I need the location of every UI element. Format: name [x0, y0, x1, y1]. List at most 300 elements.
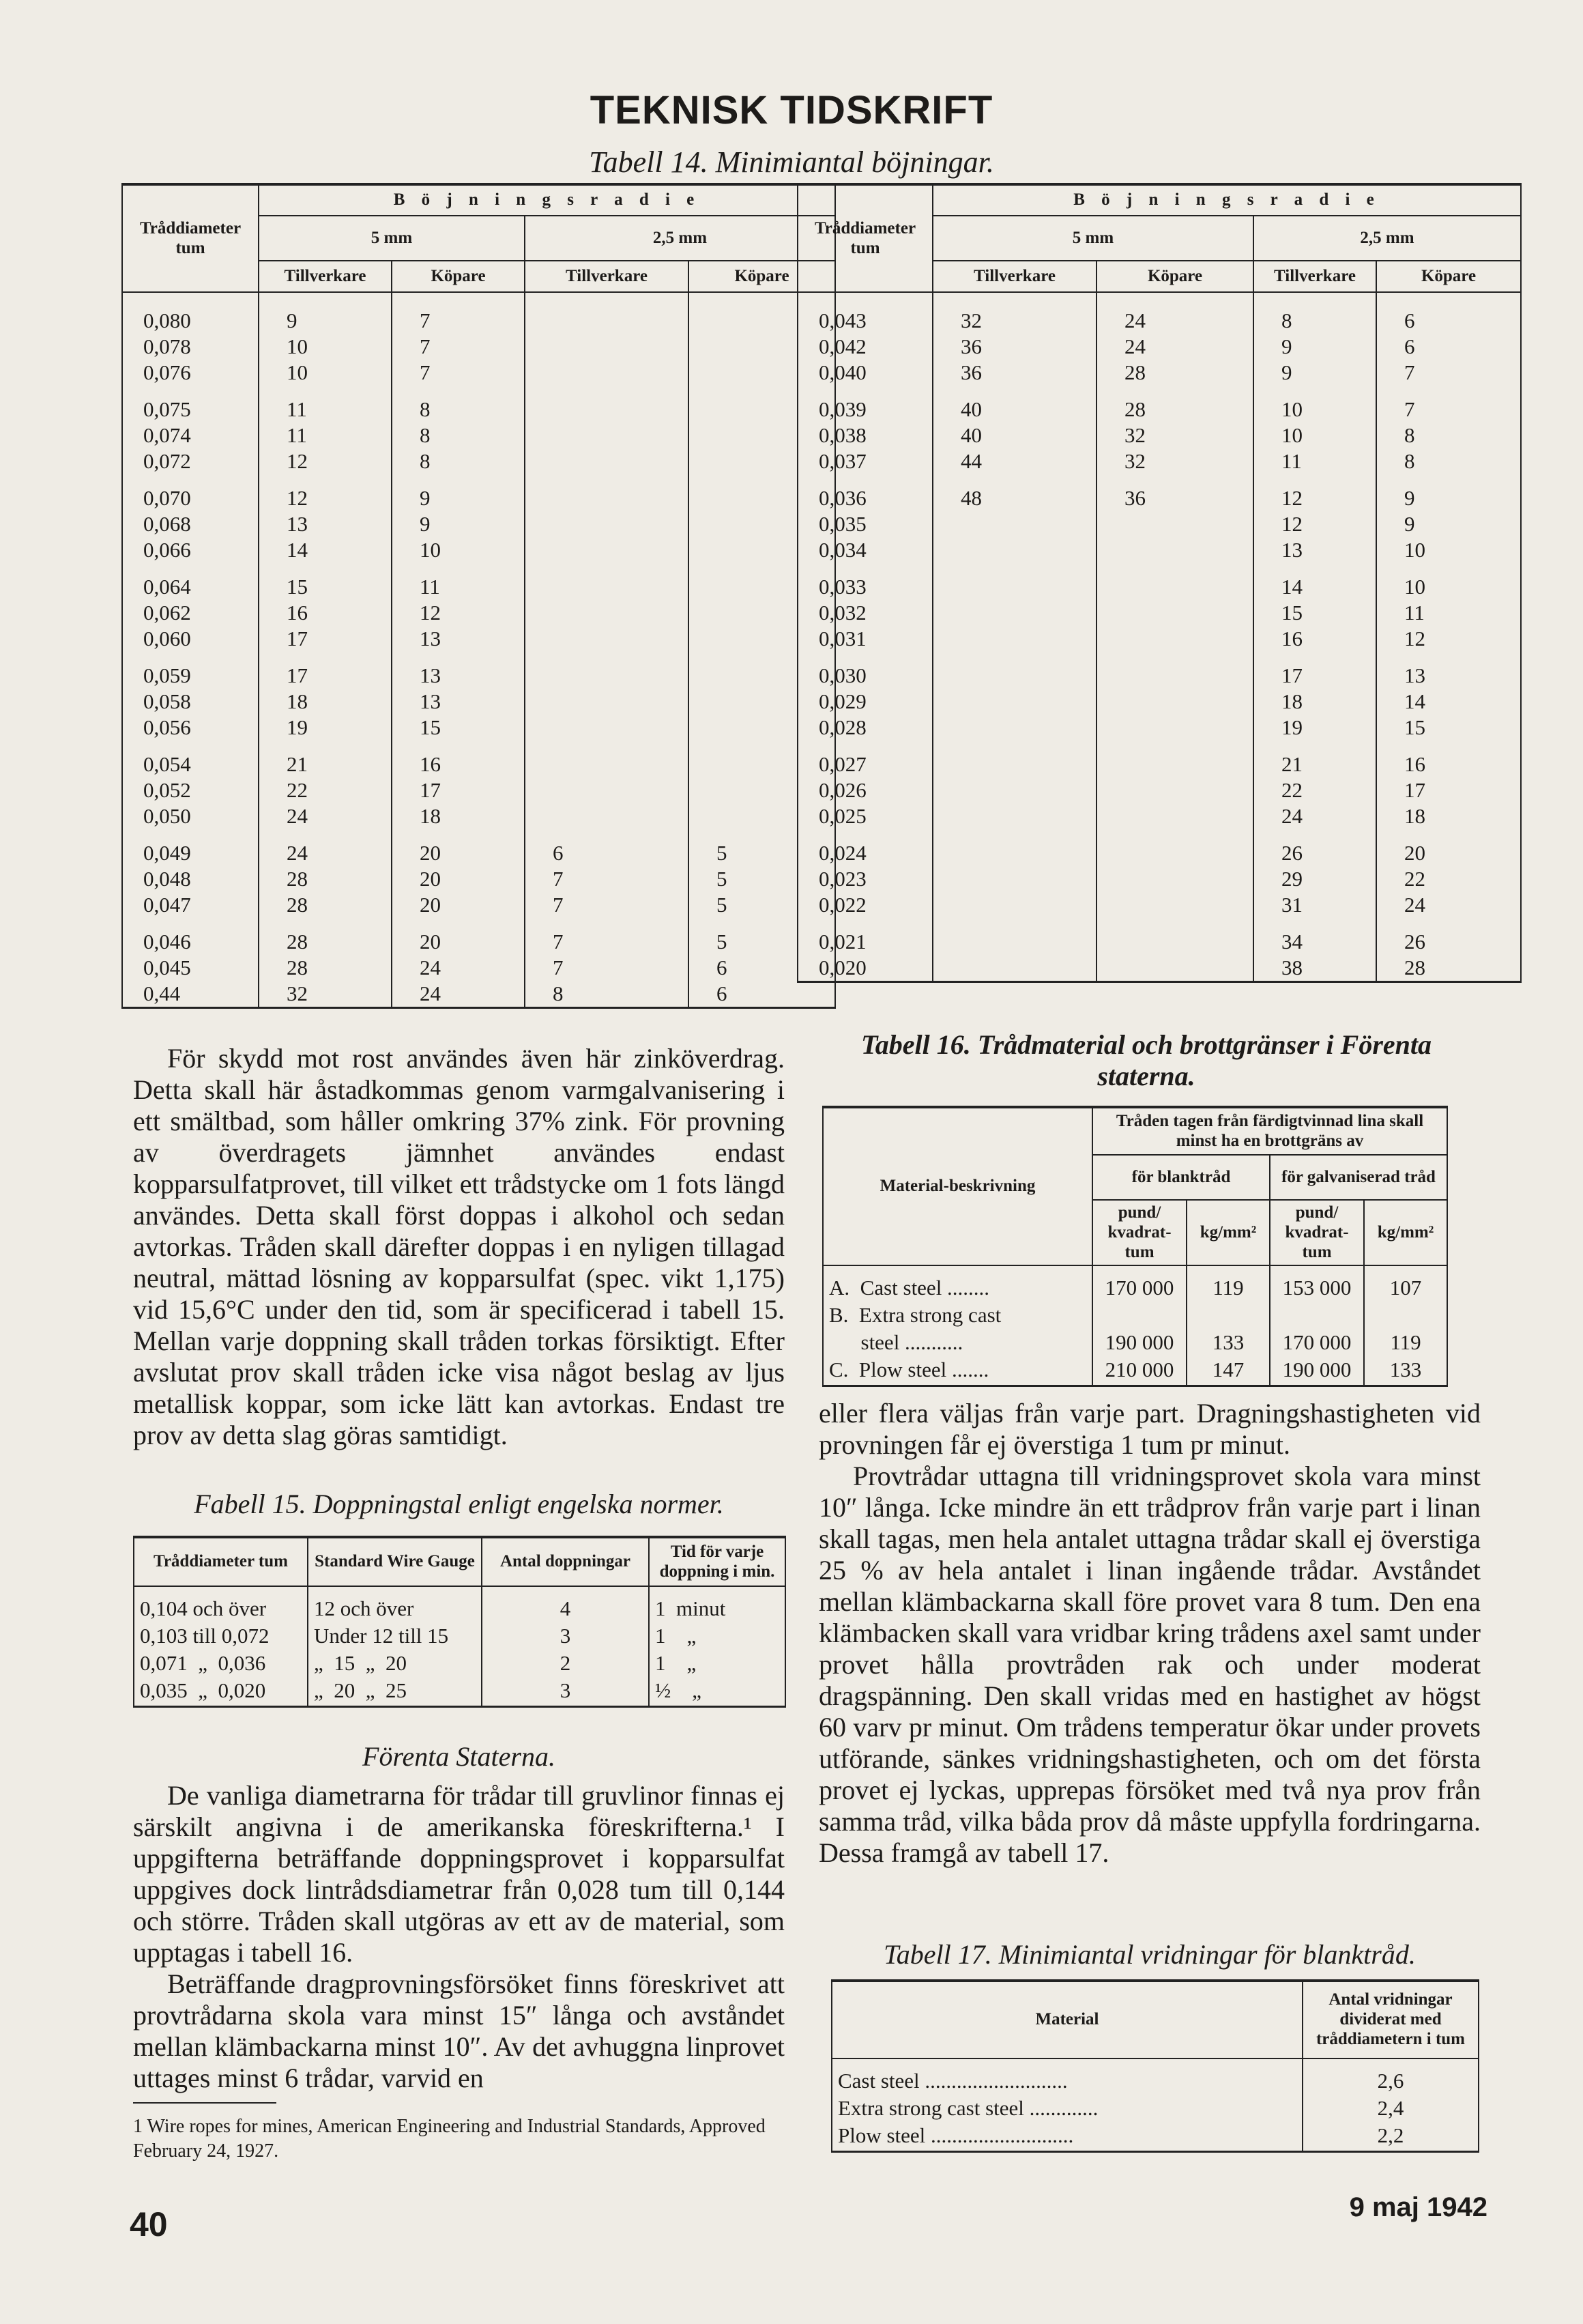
cell-diameter: 0,071 „ 0,036	[134, 1650, 308, 1677]
cell-25mm-kopare: 24	[1376, 892, 1521, 918]
t14r-h-25mm: 2,5 mm	[1253, 216, 1521, 261]
cell-vridningar: 2,2	[1303, 2122, 1479, 2152]
cell-5mm-kopare	[1097, 537, 1253, 563]
cell-diameter: 0,047	[122, 892, 259, 918]
cell-25mm-tillverkare: 8	[525, 981, 688, 1008]
cell-25mm-tillverkare: 12	[1253, 474, 1376, 511]
cell-doppningar: 3	[482, 1622, 649, 1650]
table-row	[798, 292, 1521, 334]
table-row	[122, 741, 835, 777]
cell-25mm-kopare: 18	[1376, 803, 1521, 829]
cell-5mm-tillverkare: 48	[933, 474, 1097, 511]
cell-diameter: 0,054	[122, 741, 259, 777]
t16-h-mat: Material-beskrivning	[823, 1107, 1092, 1265]
t15-h3: Antal doppningar	[482, 1537, 649, 1586]
cell-galv-kg	[1364, 1302, 1447, 1329]
cell-diameter: 0,034	[798, 537, 933, 563]
cell-diameter: 0,075	[122, 386, 259, 422]
t16-h-kg: kg/mm²	[1187, 1200, 1270, 1265]
t14r-h-tillv2: Tillverkare	[1253, 261, 1376, 292]
cell-5mm-kopare	[1097, 715, 1253, 741]
cell-5mm-kopare: 28	[1097, 386, 1253, 422]
cell-25mm-tillverkare	[525, 422, 688, 448]
cell-25mm-tillverkare	[525, 715, 688, 741]
cell-vridningar: 2,6	[1303, 2058, 1479, 2095]
cell-25mm-tillverkare	[525, 563, 688, 600]
cell-25mm-tillverkare: 22	[1253, 777, 1376, 803]
cell-diameter: 0,049	[122, 829, 259, 866]
cell-diameter: 0,068	[122, 511, 259, 537]
cell-5mm-kopare: 13	[392, 626, 525, 652]
cell-25mm-tillverkare: 15	[1253, 600, 1376, 626]
cell-25mm-tillverkare: 6	[525, 829, 688, 866]
cell-5mm-tillverkare: 28	[259, 918, 392, 955]
left-text-1: För skydd mot rost användes även här zinköverdrag. Detta skall här åstadkommas genom varmgalvanisering i ett smältbad, som håller omkring 37% zink. För provning av överdragets jämnhet användes endast kopparsulfatprovet, till vilket ett trådstycke om 1 fots längd användes. Detta skall först doppas i alkohol och sedan avtorkas. Tråden skall därefter doppas i en nyligen tillagad neutral, mättad lösning av kopparsulfat (spec. vikt 1,175) vid 15,6°C under den tid, som är specificerad i tabell 15. Mellan varje doppning skall tråden torkas försiktigt. Efter avslutat prov skall tråden icke visa något beslag av ljus metallisk koppar, som icke lätt kan avtorkas. Endast tre prov av detta slag göras samtidigt.	[133, 1043, 785, 1450]
cell-tid: ½ „	[649, 1677, 785, 1707]
cell-25mm-kopare: 8	[1376, 422, 1521, 448]
t16-h-pund2: pund/ kvadrat-tum	[1270, 1200, 1364, 1265]
t16-h-galv: för galvaniserad tråd	[1270, 1155, 1447, 1200]
cell-25mm-kopare: 5	[688, 918, 835, 955]
cell-diameter: 0,058	[122, 689, 259, 715]
cell-5mm-tillverkare: 11	[259, 386, 392, 422]
cell-25mm-kopare: 5	[688, 866, 835, 892]
t14r-h-diam: Tråddiameter tum	[798, 184, 933, 292]
cell-diameter: 0,056	[122, 715, 259, 741]
table-row	[798, 866, 1521, 892]
table-row	[122, 474, 835, 511]
cell-5mm-tillverkare: 21	[259, 741, 392, 777]
t16-h-pund: pund/ kvadrat-tum	[1092, 1200, 1187, 1265]
cell-5mm-kopare: 20	[392, 829, 525, 866]
cell-blank-pund: 190 000	[1092, 1329, 1187, 1356]
table-row	[798, 474, 1521, 511]
cell-wire-gauge: „ 15 „ 20	[308, 1650, 482, 1677]
cell-5mm-tillverkare	[933, 715, 1097, 741]
cell-5mm-kopare	[1097, 892, 1253, 918]
cell-25mm-tillverkare: 10	[1253, 386, 1376, 422]
cell-5mm-tillverkare	[933, 866, 1097, 892]
cell-25mm-tillverkare: 11	[1253, 448, 1376, 474]
cell-25mm-kopare: 9	[1376, 474, 1521, 511]
cell-5mm-kopare	[1097, 866, 1253, 892]
cell-diameter: 0,028	[798, 715, 933, 741]
cell-25mm-tillverkare: 18	[1253, 689, 1376, 715]
cell-5mm-kopare: 20	[392, 918, 525, 955]
table-row	[798, 689, 1521, 715]
table-row	[798, 422, 1521, 448]
table-row	[122, 511, 835, 537]
cell-5mm-tillverkare: 11	[259, 422, 392, 448]
cell-blank-pund: 210 000	[1092, 1356, 1187, 1386]
cell-5mm-tillverkare: 13	[259, 511, 392, 537]
cell-diameter: 0,020	[798, 955, 933, 982]
cell-5mm-kopare: 7	[392, 360, 525, 386]
cell-diameter: 0,046	[122, 918, 259, 955]
cell-blank-pund	[1092, 1302, 1187, 1329]
footnote-rule	[133, 2102, 276, 2104]
cell-wire-gauge: „ 20 „ 25	[308, 1677, 482, 1707]
cell-25mm-kopare: 6	[688, 955, 835, 981]
cell-5mm-kopare	[1097, 803, 1253, 829]
t14r-h-kop2: Köpare	[1376, 261, 1521, 292]
cell-25mm-kopare: 20	[1376, 829, 1521, 866]
cell-diameter: 0,025	[798, 803, 933, 829]
cell-galv-kg: 133	[1364, 1356, 1447, 1386]
t17-h-val: Antal vridningar dividerat med tråddiametern i tum	[1303, 1981, 1479, 2058]
table-row	[823, 1329, 1447, 1356]
tabell15	[133, 1536, 786, 1708]
cell-5mm-tillverkare	[933, 777, 1097, 803]
cell-25mm-kopare: 6	[1376, 334, 1521, 360]
cell-25mm-kopare: 13	[1376, 652, 1521, 689]
cell-25mm-tillverkare	[525, 334, 688, 360]
cell-diameter: 0,44	[122, 981, 259, 1008]
cell-galv-kg: 119	[1364, 1329, 1447, 1356]
table-row	[122, 829, 835, 866]
t16-h-top: Tråden tagen från färdigtvinnad lina skall minst ha en brottgräns av	[1092, 1107, 1447, 1155]
cell-material: steel ...........	[823, 1329, 1092, 1356]
table-row	[122, 600, 835, 626]
cell-blank-pund: 170 000	[1092, 1265, 1187, 1302]
cell-5mm-tillverkare	[933, 892, 1097, 918]
cell-5mm-tillverkare: 32	[259, 981, 392, 1008]
table-row	[122, 652, 835, 689]
table-row	[134, 1650, 785, 1677]
cell-25mm-kopare: 11	[1376, 600, 1521, 626]
cell-5mm-kopare	[1097, 563, 1253, 600]
cell-diameter: 0,026	[798, 777, 933, 803]
cell-diameter: 0,064	[122, 563, 259, 600]
table-row	[122, 537, 835, 563]
cell-diameter: 0,074	[122, 422, 259, 448]
tabell16	[822, 1106, 1448, 1387]
t16-h-kg2: kg/mm²	[1364, 1200, 1447, 1265]
cell-5mm-kopare: 24	[392, 981, 525, 1008]
cell-25mm-kopare: 6	[1376, 292, 1521, 334]
cell-5mm-tillverkare: 15	[259, 563, 392, 600]
t14-h-diam: Tråddiameter tum	[122, 184, 259, 292]
table-row	[122, 448, 835, 474]
cell-5mm-kopare: 17	[392, 777, 525, 803]
cell-5mm-kopare: 24	[1097, 292, 1253, 334]
cell-5mm-tillverkare: 36	[933, 360, 1097, 386]
table-row	[122, 563, 835, 600]
cell-5mm-tillverkare	[933, 955, 1097, 982]
table-row	[798, 334, 1521, 360]
cell-doppningar: 4	[482, 1586, 649, 1622]
cell-5mm-tillverkare: 10	[259, 334, 392, 360]
cell-diameter: 0,070	[122, 474, 259, 511]
table-row	[134, 1586, 785, 1622]
table-row	[134, 1622, 785, 1650]
cell-5mm-tillverkare	[933, 803, 1097, 829]
cell-5mm-tillverkare: 17	[259, 626, 392, 652]
cell-5mm-tillverkare: 12	[259, 448, 392, 474]
cell-diameter: 0,029	[798, 689, 933, 715]
table-row	[823, 1265, 1447, 1302]
cell-5mm-tillverkare: 24	[259, 829, 392, 866]
t14r-h-kop: Köpare	[1097, 261, 1253, 292]
cell-25mm-tillverkare	[525, 741, 688, 777]
cell-diameter: 0,072	[122, 448, 259, 474]
cell-5mm-kopare: 8	[392, 386, 525, 422]
cell-doppningar: 3	[482, 1677, 649, 1707]
cell-25mm-kopare: 5	[688, 829, 835, 866]
cell-5mm-tillverkare	[933, 511, 1097, 537]
cell-diameter: 0,035 „ 0,020	[134, 1677, 308, 1707]
table-row	[122, 866, 835, 892]
cell-25mm-tillverkare: 9	[1253, 334, 1376, 360]
cell-5mm-kopare: 28	[1097, 360, 1253, 386]
cell-blank-kg: 119	[1187, 1265, 1270, 1302]
cell-diameter: 0,052	[122, 777, 259, 803]
table-row	[798, 715, 1521, 741]
cell-diameter: 0,040	[798, 360, 933, 386]
cell-25mm-tillverkare: 7	[525, 955, 688, 981]
table-row	[798, 448, 1521, 474]
cell-25mm-tillverkare	[525, 360, 688, 386]
tabell17	[831, 1979, 1479, 2153]
t14r-h-5mm: 5 mm	[933, 216, 1253, 261]
cell-5mm-tillverkare: 40	[933, 386, 1097, 422]
table-row	[823, 1356, 1447, 1386]
cell-doppningar: 2	[482, 1650, 649, 1677]
table-row	[798, 386, 1521, 422]
page-number: 40	[130, 2205, 168, 2243]
tabell14-right	[797, 183, 1522, 983]
cell-25mm-tillverkare: 16	[1253, 626, 1376, 652]
table-row	[823, 1302, 1447, 1329]
cell-diameter: 0,062	[122, 600, 259, 626]
table-row	[832, 2058, 1479, 2095]
table-row	[798, 803, 1521, 829]
table-row	[798, 918, 1521, 955]
cell-5mm-kopare: 8	[392, 448, 525, 474]
cell-25mm-kopare: 12	[1376, 626, 1521, 652]
cell-5mm-tillverkare	[933, 652, 1097, 689]
cell-5mm-kopare: 24	[1097, 334, 1253, 360]
cell-5mm-tillverkare: 12	[259, 474, 392, 511]
cell-25mm-tillverkare: 12	[1253, 511, 1376, 537]
cell-5mm-tillverkare	[933, 563, 1097, 600]
cell-wire-gauge: 12 och över	[308, 1586, 482, 1622]
cell-25mm-tillverkare: 31	[1253, 892, 1376, 918]
cell-25mm-tillverkare: 7	[525, 892, 688, 918]
cell-diameter: 0,048	[122, 866, 259, 892]
cell-25mm-tillverkare: 7	[525, 918, 688, 955]
cell-diameter: 0,050	[122, 803, 259, 829]
cell-diameter: 0,043	[798, 292, 933, 334]
cell-5mm-kopare	[1097, 626, 1253, 652]
cell-25mm-kopare: 6	[688, 981, 835, 1008]
cell-25mm-tillverkare: 9	[1253, 360, 1376, 386]
journal-masthead: TEKNISK TIDSKRIFT	[590, 88, 993, 132]
t14-h-kop: Köpare	[392, 261, 525, 292]
cell-5mm-kopare: 13	[392, 652, 525, 689]
t14-h-tillv2: Tillverkare	[525, 261, 688, 292]
cell-25mm-tillverkare	[525, 689, 688, 715]
cell-25mm-kopare: 26	[1376, 918, 1521, 955]
cell-diameter: 0,024	[798, 829, 933, 866]
cell-5mm-kopare: 9	[392, 511, 525, 537]
cell-5mm-tillverkare	[933, 918, 1097, 955]
cell-5mm-tillverkare: 28	[259, 866, 392, 892]
cell-diameter: 0,027	[798, 741, 933, 777]
cell-25mm-kopare: 28	[1376, 955, 1521, 982]
table-row	[122, 803, 835, 829]
cell-material: A. Cast steel ........	[823, 1265, 1092, 1302]
cell-galv-kg: 107	[1364, 1265, 1447, 1302]
cell-5mm-kopare	[1097, 600, 1253, 626]
cell-diameter: 0,039	[798, 386, 933, 422]
cell-diameter: 0,103 till 0,072	[134, 1622, 308, 1650]
cell-25mm-kopare: 14	[1376, 689, 1521, 715]
cell-material: C. Plow steel .......	[823, 1356, 1092, 1386]
t14-h-25mm: 2,5 mm	[525, 216, 835, 261]
table-row	[122, 955, 835, 981]
cell-diameter: 0,023	[798, 866, 933, 892]
table-row	[798, 892, 1521, 918]
left-text-2: De vanliga diametrarna för trådar till gruvlinor finnas ej särskilt angivna i de amerikanska föreskrifterna.¹ I uppgifterna beträffande doppningsprovet i kopparsulfat uppgives dock lintrådsdiametrar från 0,028 tum till 0,144 och större. Tråden skall utgöras av ett av de material, som upptagas i tabell 16. Beträffande dragprovningsförsöket finns föreskrivet att provtrådarna skola vara minst 15″ långa och avståndet mellan klämbackarna minst 10″. Av det avhuggna linprovet uttages minst 6 trådar, varvid en	[133, 1780, 785, 2093]
cell-tid: 1 „	[649, 1622, 785, 1650]
cell-blank-kg: 147	[1187, 1356, 1270, 1386]
table-row	[832, 2095, 1479, 2122]
cell-5mm-tillverkare	[933, 829, 1097, 866]
table-row	[798, 511, 1521, 537]
cell-5mm-kopare	[1097, 829, 1253, 866]
cell-5mm-kopare	[1097, 741, 1253, 777]
cell-5mm-tillverkare: 40	[933, 422, 1097, 448]
cell-5mm-kopare: 7	[392, 292, 525, 334]
cell-5mm-tillverkare	[933, 626, 1097, 652]
cell-5mm-kopare: 36	[1097, 474, 1253, 511]
table-row	[122, 334, 835, 360]
cell-5mm-tillverkare: 28	[259, 892, 392, 918]
cell-25mm-tillverkare	[525, 777, 688, 803]
cell-25mm-tillverkare	[525, 600, 688, 626]
cell-5mm-kopare: 18	[392, 803, 525, 829]
table-row	[798, 626, 1521, 652]
cell-vridningar: 2,4	[1303, 2095, 1479, 2122]
tabell15-caption: Fabell 15. Doppningstal enligt engelska normer.	[194, 1489, 724, 1519]
cell-5mm-kopare: 12	[392, 600, 525, 626]
cell-5mm-kopare: 8	[392, 422, 525, 448]
cell-diameter: 0,038	[798, 422, 933, 448]
cell-25mm-tillverkare	[525, 652, 688, 689]
table-row	[798, 563, 1521, 600]
t14-h-tillv: Tillverkare	[259, 261, 392, 292]
cell-25mm-kopare: 8	[1376, 448, 1521, 474]
cell-25mm-tillverkare	[525, 292, 688, 334]
cell-25mm-tillverkare	[525, 803, 688, 829]
cell-25mm-kopare: 10	[1376, 563, 1521, 600]
cell-wire-gauge: Under 12 till 15	[308, 1622, 482, 1650]
table-row	[134, 1677, 785, 1707]
t14r-h-tillv: Tillverkare	[933, 261, 1097, 292]
cell-25mm-tillverkare: 8	[1253, 292, 1376, 334]
cell-diameter: 0,022	[798, 892, 933, 918]
cell-galv-pund	[1270, 1302, 1364, 1329]
cell-5mm-kopare: 10	[392, 537, 525, 563]
cell-galv-pund: 153 000	[1270, 1265, 1364, 1302]
cell-25mm-tillverkare: 7	[525, 866, 688, 892]
table-row	[798, 777, 1521, 803]
cell-5mm-kopare: 20	[392, 866, 525, 892]
cell-diameter: 0,030	[798, 652, 933, 689]
t14-h-radie: B ö j n i n g s r a d i e	[259, 184, 835, 216]
cell-tid: 1 minut	[649, 1586, 785, 1622]
cell-25mm-kopare: 10	[1376, 537, 1521, 563]
table-row	[798, 829, 1521, 866]
cell-5mm-tillverkare	[933, 537, 1097, 563]
cell-5mm-tillverkare: 32	[933, 292, 1097, 334]
cell-25mm-tillverkare	[525, 626, 688, 652]
cell-5mm-kopare: 20	[392, 892, 525, 918]
cell-diameter: 0,066	[122, 537, 259, 563]
issue-date: 9 maj 1942	[1349, 2192, 1487, 2222]
cell-25mm-kopare: 9	[1376, 511, 1521, 537]
table-row	[122, 689, 835, 715]
cell-5mm-tillverkare	[933, 689, 1097, 715]
footnote: 1 Wire ropes for mines, American Engineering and Industrial Standards, Approved February 24, 1927.	[133, 2116, 766, 2162]
cell-5mm-kopare: 32	[1097, 448, 1253, 474]
cell-25mm-tillverkare: 38	[1253, 955, 1376, 982]
t14-h-5mm: 5 mm	[259, 216, 525, 261]
cell-diameter: 0,080	[122, 292, 259, 334]
cell-material: Extra strong cast steel .............	[832, 2095, 1303, 2122]
table-row	[122, 292, 835, 334]
t16-h-blank: för blanktråd	[1092, 1155, 1270, 1200]
cell-25mm-kopare: 16	[1376, 741, 1521, 777]
cell-material: Cast steel ...........................	[832, 2058, 1303, 2095]
cell-25mm-tillverkare: 13	[1253, 537, 1376, 563]
cell-25mm-kopare: 15	[1376, 715, 1521, 741]
table-row	[122, 360, 835, 386]
t14-h-kop2: Köpare	[688, 261, 835, 292]
cell-5mm-kopare	[1097, 689, 1253, 715]
table-row	[122, 918, 835, 955]
t14r-h-radie: B ö j n i n g s r a d i e	[933, 184, 1521, 216]
cell-5mm-kopare: 13	[392, 689, 525, 715]
cell-diameter: 0,045	[122, 955, 259, 981]
right-text: eller flera väljas från varje part. Dragningshastigheten vid provningen får ej överstiga 1 tum pr minut. Provtrådar uttagna till vridningsprovet skola vara minst 10″ långa. Icke mindre än ett trådprov från varje part i linan skall tagas, men hela antalet uttagna trådar skall ej överstiga 25 % av hela antalet i linan ingående trådar. Avståndet mellan klämbackarna skall före provet vara 8 tum. Den ena klämbacken skall vara vridbar kring trådens axel samt under provet hålla provtråden rak och under moderat dragspänning. Den skall vridas med en hastighet av högst 60 varv pr minut. Om trådens temperatur ökar under provets utförande, sänkes vridningshastigheten, och om det första provet ej lyckas, upprepas försöket med två nya prov från samma tråd, vilka båda prov då måste uppfylla fordringarna. Dessa framgå av tabell 17.	[819, 1398, 1481, 1868]
cell-diameter: 0,037	[798, 448, 933, 474]
tabell17-caption: Tabell 17. Minimiantal vridningar för blanktråd.	[884, 1939, 1416, 1970]
section-forenta-staterna: Förenta Staterna.	[362, 1741, 555, 1772]
cell-material: Plow steel ...........................	[832, 2122, 1303, 2152]
cell-5mm-kopare: 32	[1097, 422, 1253, 448]
cell-tid: 1 „	[649, 1650, 785, 1677]
cell-25mm-tillverkare	[525, 448, 688, 474]
cell-blank-kg	[1187, 1302, 1270, 1329]
cell-5mm-kopare: 9	[392, 474, 525, 511]
table-row	[122, 386, 835, 422]
cell-25mm-tillverkare: 10	[1253, 422, 1376, 448]
cell-diameter: 0,078	[122, 334, 259, 360]
table-row	[122, 715, 835, 741]
cell-5mm-tillverkare: 10	[259, 360, 392, 386]
tabell14-caption: Tabell 14. Minimiantal böjningar.	[589, 145, 994, 179]
cell-25mm-kopare: 22	[1376, 866, 1521, 892]
cell-5mm-kopare: 16	[392, 741, 525, 777]
cell-5mm-tillverkare: 16	[259, 600, 392, 626]
cell-25mm-kopare: 17	[1376, 777, 1521, 803]
cell-25mm-tillverkare: 26	[1253, 829, 1376, 866]
table-row	[798, 360, 1521, 386]
cell-25mm-tillverkare: 21	[1253, 741, 1376, 777]
t17-h-mat: Material	[832, 1981, 1303, 2058]
